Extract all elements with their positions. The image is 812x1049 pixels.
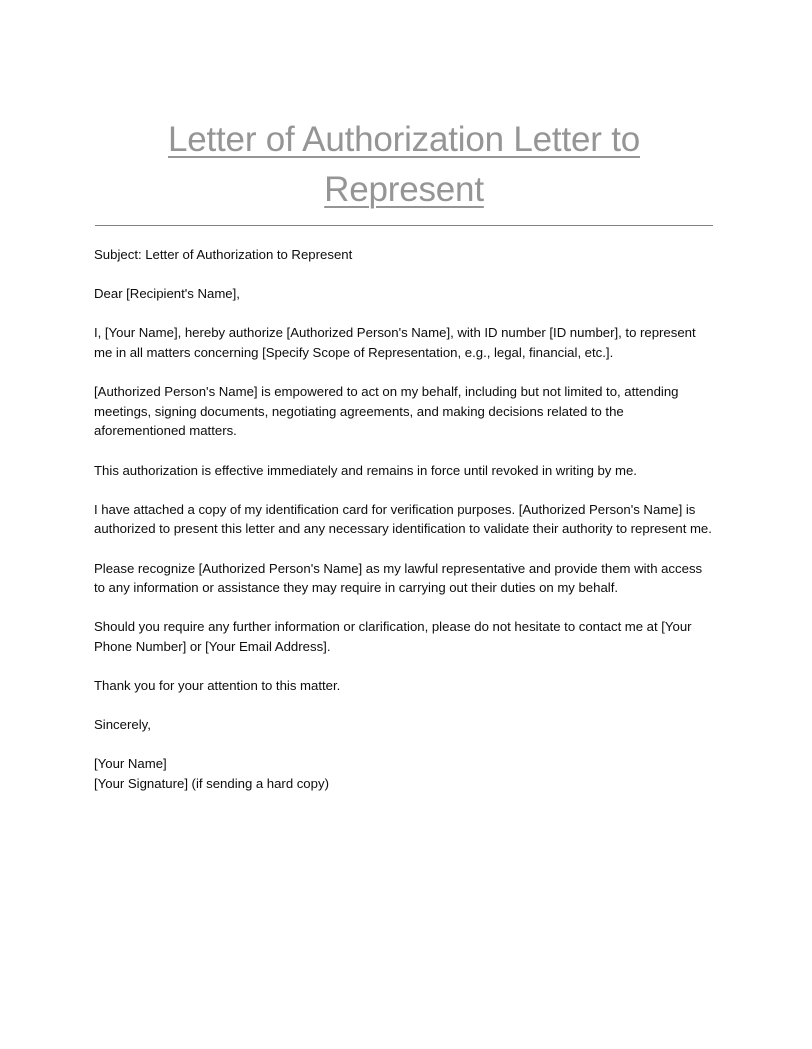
- signature-signature-line: [Your Signature] (if sending a hard copy): [94, 776, 329, 792]
- page-title: [95, 115, 713, 215]
- paragraph-authorization-statement: I, [Your Name], hereby authorize [Authorized Person's Name], with ID number [ID number], to represent me in all matters concerning [Specify Scope of Representation, e.g., legal, financial, etc.].: [94, 325, 696, 360]
- paragraph-subject: Subject: Letter of Authorization to Represent: [94, 247, 353, 262]
- paragraph-thanks: Thank you for your attention to this matter.: [94, 678, 341, 694]
- title-divider: [95, 225, 713, 226]
- letter-body: [94, 245, 714, 794]
- page-title-line-1: Letter of Authorization Letter to: [167, 120, 641, 160]
- paragraph-contact-info: Should you require any further information or clarification, please do not hesitate to contact me at [Your Phone Number] or [Your Email Address].: [94, 619, 692, 654]
- page-title-line-2: Represent: [324, 170, 484, 210]
- paragraph-salutation: Dear [Recipient's Name],: [94, 286, 240, 302]
- paragraph-powers-granted: [Authorized Person's Name] is empowered to act on my behalf, including but not limited to, attending meetings, signing documents, negotiating agreements, and making decisions related to the aforementioned matters.: [94, 384, 679, 439]
- paragraph-closing: Sincerely,: [94, 717, 151, 733]
- paragraph-identification: I have attached a copy of my identification card for verification purposes. [Authorized Person's Name] is authorized to present this letter and any necessary identification to validate their authority to represent me.: [94, 501, 712, 537]
- signature-block: [94, 754, 714, 793]
- paragraph-effective-period: This authorization is effective immediately and remains in force until revoked in writing by me.: [94, 462, 637, 478]
- signature-name-line: [Your Name]: [94, 756, 167, 772]
- paragraph-recognition-request: Please recognize [Authorized Person's Name] as my lawful representative and provide them with access to any information or assistance they may require in carrying out their duties on my behalf.: [94, 560, 703, 596]
